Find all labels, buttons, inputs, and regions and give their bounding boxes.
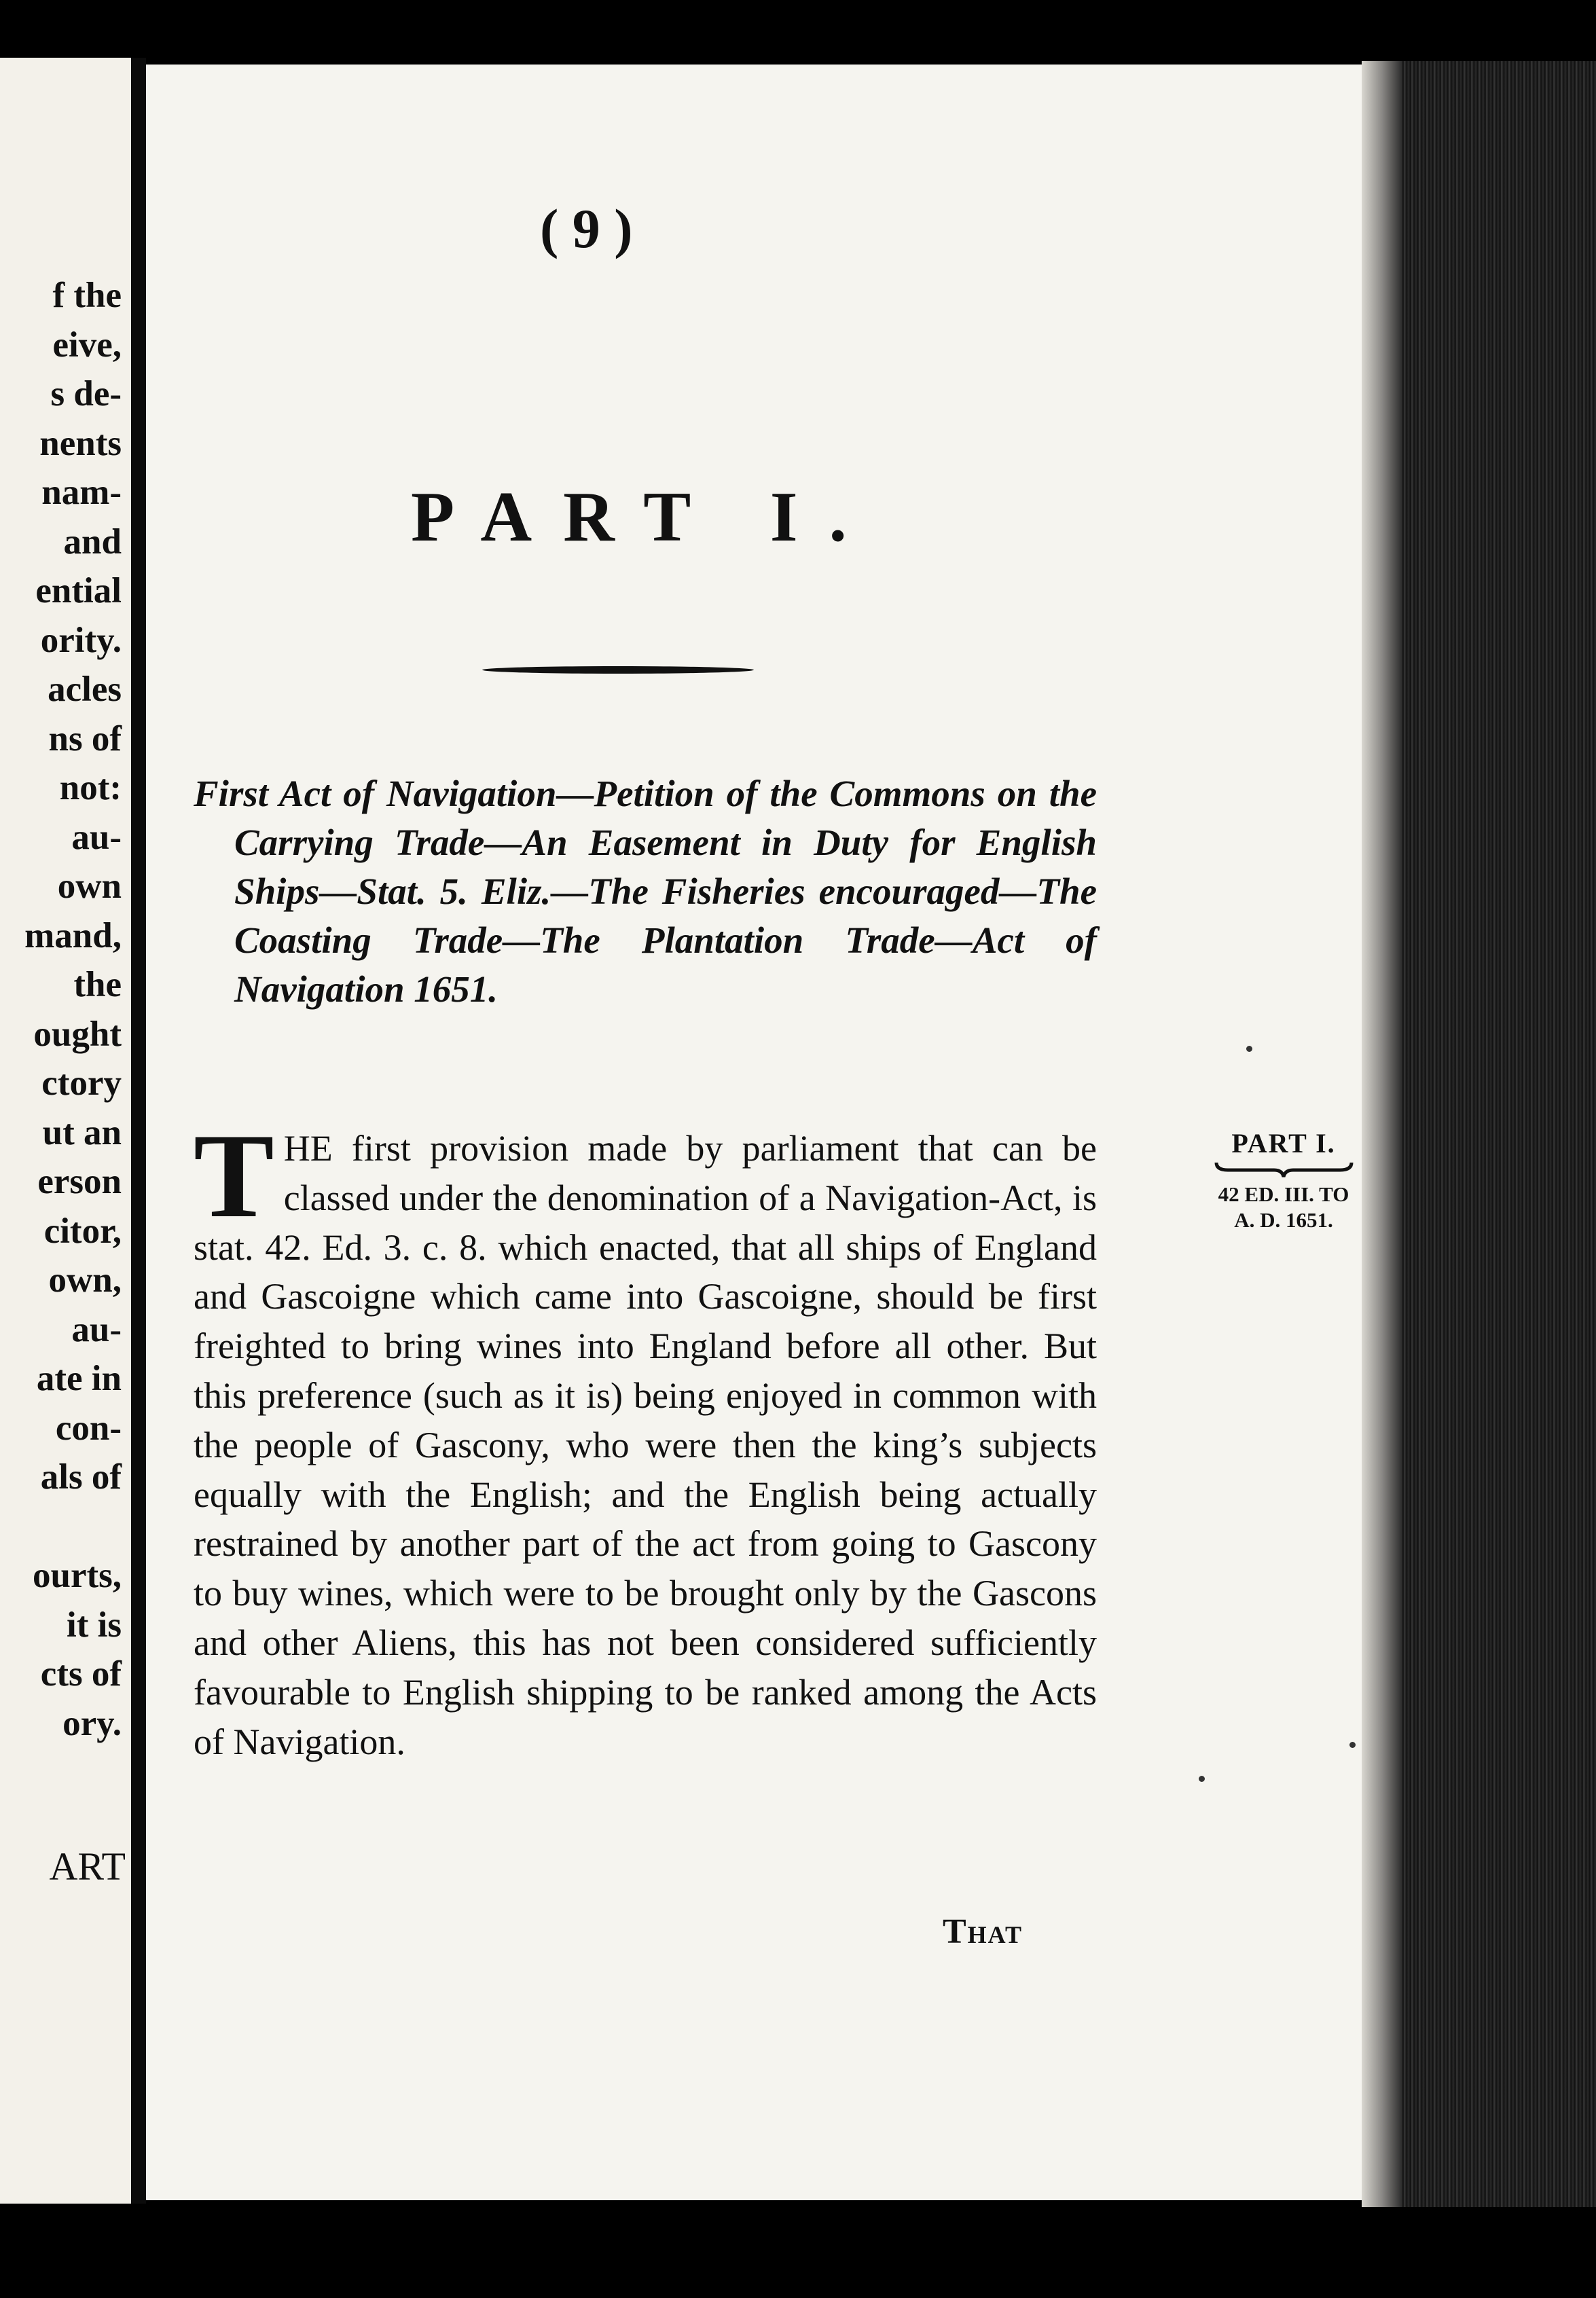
margin-note (1185, 1127, 1362, 1233)
left-page-line: con- (55, 1408, 122, 1448)
left-page-line: ought (33, 1014, 122, 1054)
left-page-line: and (63, 522, 122, 562)
left-page-line: ate in (36, 1359, 122, 1398)
left-page-line: it is (67, 1605, 122, 1645)
ornamental-rule (482, 666, 754, 674)
paper-speck (1349, 1742, 1356, 1748)
drop-cap: T (194, 1108, 274, 1243)
book-page (146, 65, 1362, 2200)
left-page-line: mand, (24, 915, 122, 955)
left-page-line: ns of (48, 718, 122, 759)
left-page-line: ory. (62, 1703, 122, 1743)
left-page-line: nents (39, 423, 122, 463)
left-page-line: ourts, (32, 1556, 122, 1595)
left-page-line: f the (52, 276, 122, 315)
paper-speck (1199, 1776, 1205, 1782)
left-page-line: ut an (42, 1112, 122, 1152)
left-page-line: own (57, 867, 122, 906)
part-heading: PART I. (411, 477, 878, 556)
left-page-line: acles (48, 670, 122, 709)
left-page-catchword: ART (49, 1844, 126, 1889)
left-page-line: ctory (41, 1063, 122, 1103)
left-page-line: ority. (40, 620, 122, 660)
book-gutter (131, 58, 146, 2204)
left-page-line: the (73, 965, 122, 1004)
body-text (194, 1108, 1097, 1766)
left-page-line: eive, (52, 325, 122, 365)
margin-note-line-1: 42 ED. III. TO (1218, 1182, 1349, 1206)
left-page-line: nam- (41, 473, 122, 512)
left-page-line: au- (71, 1309, 122, 1349)
margin-note-line-2: A. D. 1651. (1234, 1208, 1333, 1232)
left-page-line: not: (59, 768, 122, 807)
left-page-line: ential (35, 571, 122, 610)
left-page-line: als of (40, 1457, 122, 1497)
left-page-line: erson (37, 1162, 122, 1201)
page-edge-shadow (1362, 61, 1402, 2207)
chapter-summary (194, 769, 1097, 1014)
margin-note-heading: PART I. (1231, 1128, 1336, 1159)
left-page-line: s de- (50, 374, 122, 414)
left-page-line: cts of (40, 1654, 122, 1694)
catchword: That (943, 1912, 1023, 1951)
page-number: ( 9 ) (540, 198, 633, 259)
curly-brace-icon (1214, 1161, 1354, 1178)
left-page-line: own, (48, 1260, 122, 1300)
chapter-summary-text: First Act of Navigation—Petition of the Commons on the Carrying Trade—An Easement in Duty for English Ships—Stat. 5. Eliz.—The Fisheries encouraged—The Coasting Trade—The Plantation Trade—Act of Navigation 1651. (194, 773, 1097, 1010)
body-paragraph: HE first provision made by parliament that can be classed under the denomination of a Navigation-Act, is stat. 42. Ed. 3. c. 8. which enacted, that all ships of England and Gascoigne which came into Gascoigne, should be first freighted to bring wines into England before all other. But this preference (such as it is) being enjoyed in common with the people of Gascony, who were then the king’s subjects equally with the English; and the English being actually restrained by another part of the act from going to Gascony to buy wines, which were to be brought only by the Gascons and other Aliens, this has not been considered sufficiently favourable to English shipping to be ranked among the Acts of Navigation. (194, 1128, 1097, 1762)
left-page-fragment (0, 58, 131, 2204)
left-page-line: citor, (43, 1211, 122, 1251)
left-page-line: au- (71, 817, 122, 857)
paper-speck (1246, 1046, 1252, 1052)
